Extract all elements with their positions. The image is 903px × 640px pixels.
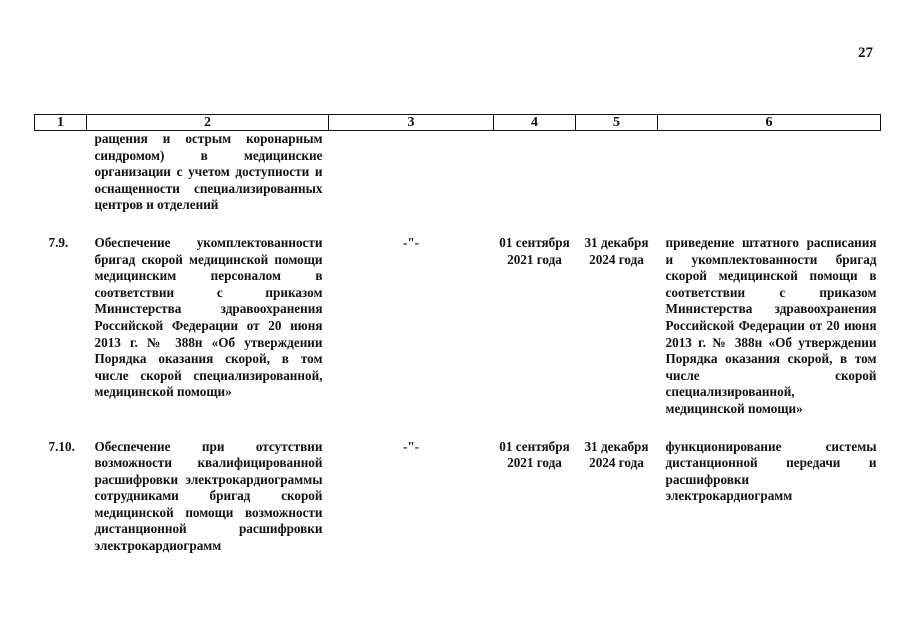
item-number: 7.9. bbox=[48, 234, 69, 250]
item-end-date: 31 декабря 2024 года bbox=[584, 234, 649, 267]
table-row bbox=[35, 235, 881, 418]
item-description: Обеспечение укомплектованности бригад скорой медицинской помощи медицинским персоналом в соответствии с приказом Министерства здравоохранения Российской Федерации от 20 июня 2013 г. № 388н «Об утверждении Порядка оказания скорой, в том числе скорой специализированной, медицинской помощи» bbox=[94, 234, 323, 400]
column-header-1: 1 bbox=[35, 115, 87, 131]
column-header-6: 6 bbox=[658, 115, 881, 131]
table-row-continuation bbox=[35, 131, 881, 214]
continued-description: ращения и острым коронарным синдромом) в медицинские организации с учетом доступности и оснащенности специализированных центров и отделений bbox=[94, 131, 323, 213]
item-number: 7.10. bbox=[48, 438, 75, 454]
item-responsible: -"- bbox=[402, 438, 420, 454]
item-end-date: 31 декабря 2024 года bbox=[584, 438, 649, 471]
item-responsible: -"- bbox=[402, 234, 420, 250]
item-start-date: 01 сентября 2021 года bbox=[499, 234, 570, 267]
column-header-3: 3 bbox=[329, 115, 494, 131]
page-number: 27 bbox=[858, 45, 873, 61]
item-result: приведение штатного расписания и укомплектованности бригад скорой медицинской помощи в соответствии с приказом Министерства здравоохранения Российской Федерации от 20 июня 2013 г. № 388н «Об утверждении Порядка оказания скорой, в том числе скорой специализированной, медицинской помощи» bbox=[665, 234, 877, 416]
column-header-4: 4 bbox=[494, 115, 576, 131]
column-header-5: 5 bbox=[576, 115, 658, 131]
item-start-date: 01 сентября 2021 года bbox=[499, 438, 570, 471]
item-description: Обеспечение при отсутствии возможности квалифицированной расшифровки электрокардиограммы сотрудниками бригад скорой медицинской помощи возможности дистанционной расшифровки электрокардиограмм bbox=[94, 438, 323, 554]
table-row bbox=[35, 439, 881, 555]
item-result: функционирование системы дистанционной передачи и расшифровки электрокардиограмм bbox=[665, 438, 877, 504]
measures-table bbox=[34, 114, 881, 555]
column-header-2: 2 bbox=[87, 115, 329, 131]
table-header-row bbox=[35, 115, 881, 131]
